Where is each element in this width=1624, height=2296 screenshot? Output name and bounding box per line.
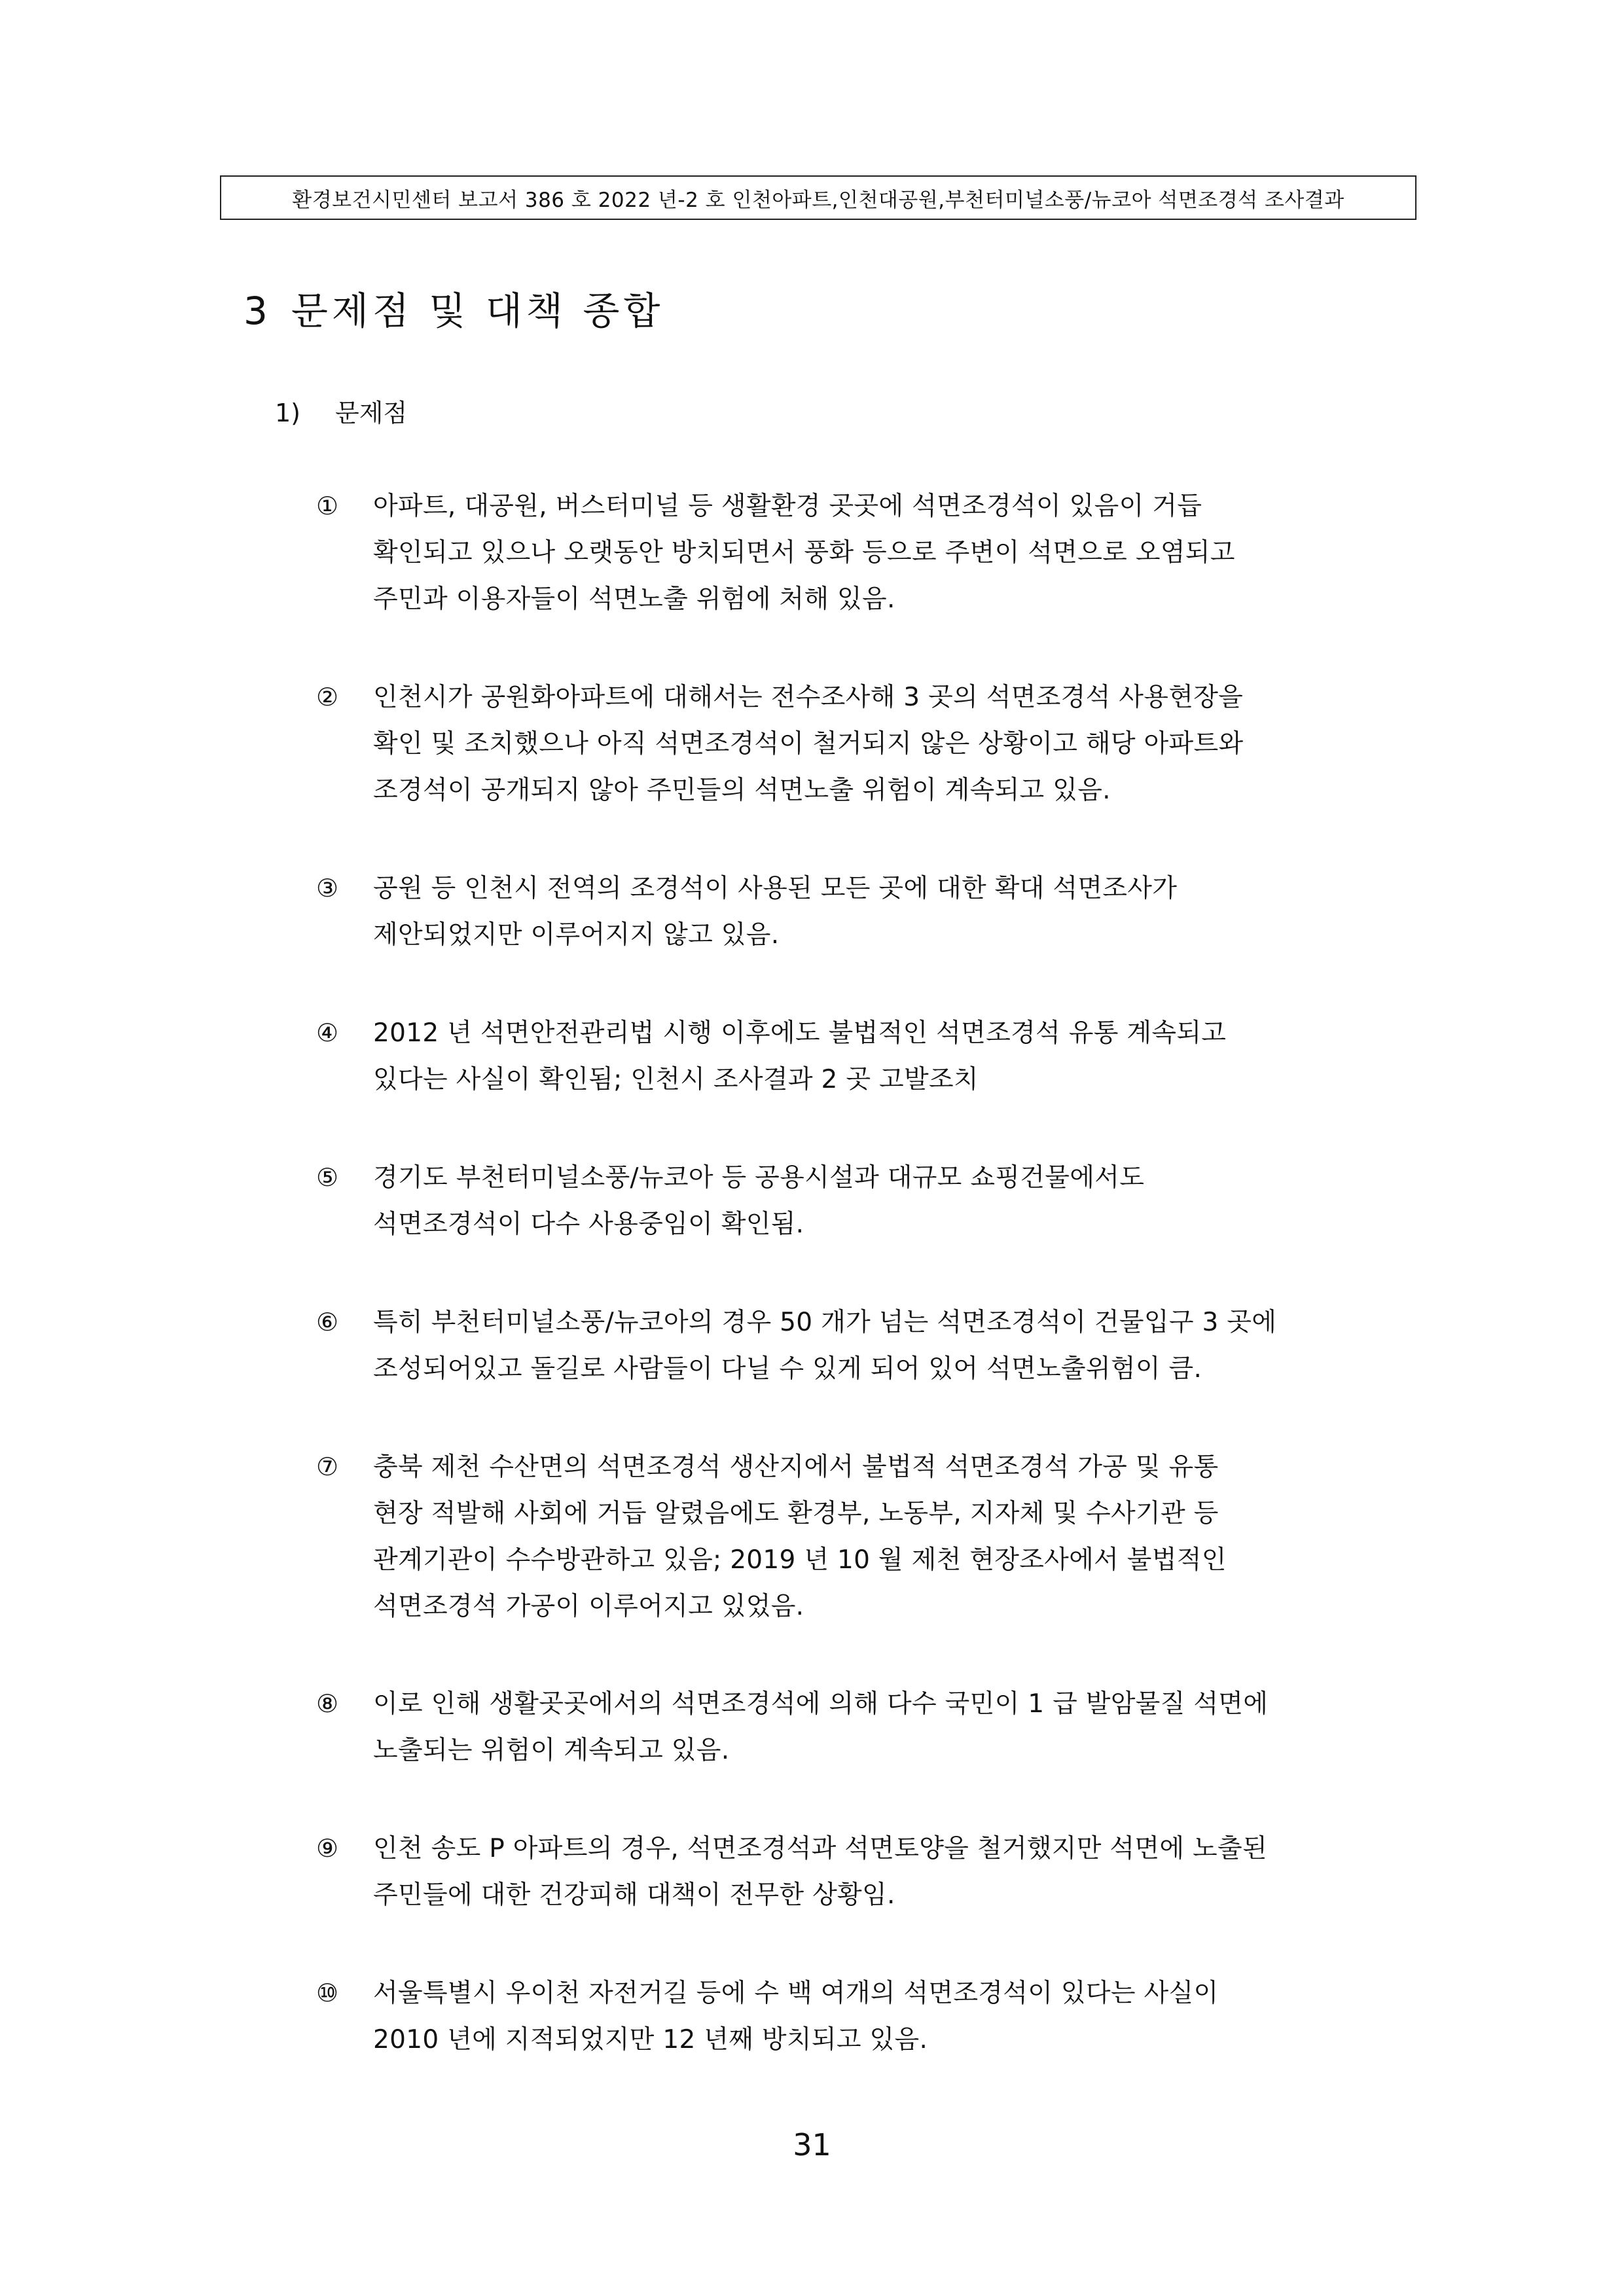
item-line: 주민들에 대한 건강피해 대책이 전무한 상황임. — [373, 1880, 895, 1910]
item-text — [373, 1970, 1218, 2063]
item-text — [373, 1299, 1276, 1392]
item-line: 주민과 이용자들이 석면노출 위험에 처해 있음. — [373, 584, 895, 614]
item-line: 경기도 부천터미널소풍/뉴코아 등 공용시설과 대규모 쇼핑건물에서도 — [373, 1163, 1145, 1193]
item-line: 충북 제천 수산면의 석면조경석 생산지에서 불법적 석면조경석 가공 및 유통 — [373, 1452, 1219, 1482]
item-line: 2012 년 석면안전관리법 시행 이후에도 불법적인 석면조경석 유통 계속되고 — [373, 1018, 1227, 1048]
subsection-heading — [275, 393, 407, 429]
item-line: 노출되는 위험이 계속되고 있음. — [373, 1736, 730, 1765]
item-text — [373, 865, 1177, 958]
item-marker: ② — [316, 683, 339, 711]
item-marker: ⑩ — [316, 1979, 339, 2007]
item-line: 제안되었지만 이루어지지 않고 있음. — [373, 920, 780, 950]
item-text — [373, 674, 1243, 814]
item-line: 석면조경석 가공이 이루어지고 있었음. — [373, 1592, 804, 1621]
item-text — [373, 483, 1235, 622]
item-marker: ① — [316, 492, 339, 520]
item-text — [373, 1155, 1144, 1247]
section-title — [244, 280, 664, 335]
item-line: 관계기관이 수수방관하고 있음; 2019 년 10 월 제천 현장조사에서 불법적인 — [373, 1545, 1227, 1575]
running-header-text: 환경보건시민센터 보고서 386 호 2022 년-2 호 인천아파트,인천대공원,부천터미널소풍/뉴코아 석면조경석 조사결과 — [292, 188, 1344, 212]
item-text — [373, 1681, 1268, 1774]
item-marker: ④ — [316, 1018, 339, 1047]
item-text — [373, 1444, 1227, 1630]
item-line: 공원 등 인천시 전역의 조경석이 사용된 모든 곳에 대한 확대 석면조사가 — [373, 874, 1178, 903]
item-line: 서울특별시 우이천 자전거길 등에 수 백 여개의 석면조경석이 있다는 사실이 — [373, 1979, 1219, 2008]
item-marker: ⑦ — [316, 1452, 339, 1481]
item-line: 특히 부천터미널소풍/뉴코아의 경우 50 개가 넘는 석면조경석이 건물입구 3 곳에 — [373, 1308, 1277, 1337]
item-marker: ⑨ — [316, 1834, 339, 1863]
item-marker: ⑤ — [316, 1163, 339, 1192]
item-line: 조경석이 공개되지 않아 주민들의 석면노출 위험이 계속되고 있음. — [373, 776, 1111, 805]
item-line: 있다는 사실이 확인됨; 인천시 조사결과 2 곳 고발조치 — [373, 1065, 979, 1094]
subsection-title: 문제점 — [335, 399, 408, 427]
item-marker: ⑧ — [316, 1689, 339, 1718]
section-title-text: 문제점 및 대책 종합 — [291, 289, 664, 333]
page-number: 31 — [793, 2127, 831, 2162]
item-line: 현장 적발해 사회에 거듭 알렸음에도 환경부, 노동부, 지자체 및 수사기관 등 — [373, 1499, 1219, 1528]
item-line: 인천시가 공원화아파트에 대해서는 전수조사해 3 곳의 석면조경석 사용현장을 — [373, 683, 1244, 712]
item-line: 아파트, 대공원, 버스터미널 등 생활환경 곳곳에 석면조경석이 있음이 거듭 — [373, 492, 1202, 521]
subsection-number: 1) — [275, 399, 301, 427]
section-number: 3 — [244, 289, 272, 333]
item-line: 확인되고 있으나 오랫동안 방치되면서 풍화 등으로 주변이 석면으로 오염되고 — [373, 538, 1235, 567]
item-line: 인천 송도 P 아파트의 경우, 석면조경석과 석면토양을 철거했지만 석면에 노출된 — [373, 1834, 1267, 1863]
item-line: 이로 인해 생활곳곳에서의 석면조경석에 의해 다수 국민이 1 급 발암물질 석면에 — [373, 1689, 1269, 1719]
item-marker: ③ — [316, 874, 339, 903]
item-line: 조성되어있고 돌길로 사람들이 다닐 수 있게 되어 있어 석면노출위험이 큼. — [373, 1354, 1202, 1384]
item-line: 석면조경석이 다수 사용중임이 확인됨. — [373, 1210, 804, 1239]
item-text — [373, 1825, 1267, 1918]
item-line: 확인 및 조치했으나 아직 석면조경석이 철거되지 않은 상황이고 해당 아파트와 — [373, 729, 1244, 759]
item-text — [373, 1010, 1226, 1103]
running-header — [220, 175, 1416, 220]
item-marker: ⑥ — [316, 1308, 339, 1336]
item-line: 2010 년에 지적되었지만 12 년째 방치되고 있음. — [373, 2025, 928, 2054]
